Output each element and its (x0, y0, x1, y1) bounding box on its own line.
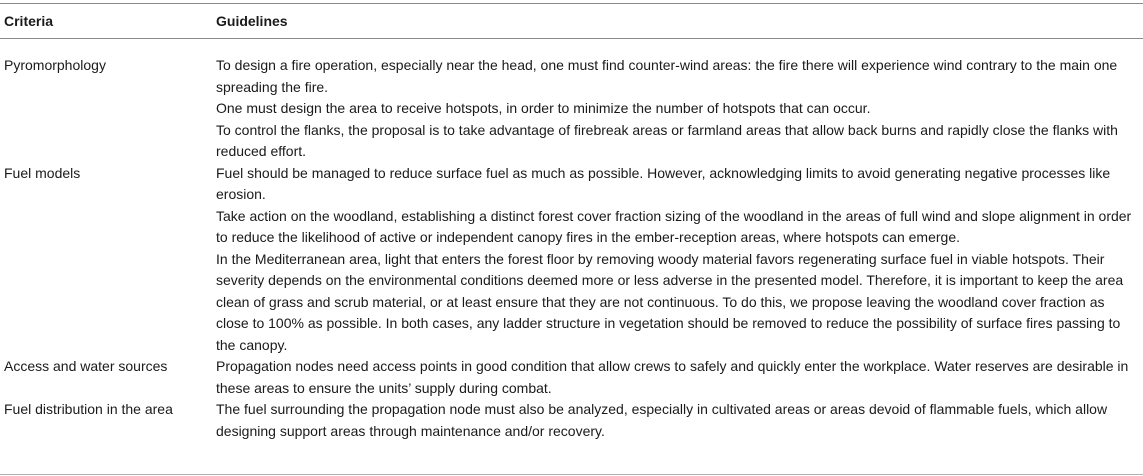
guideline-paragraph: To control the flanks, the proposal is to take advantage of firebreak areas or farmland areas that allow back burns and rapidly close the flanks with reduced effort. (216, 121, 1118, 159)
criteria-cell: Access and water sources (4, 358, 168, 374)
table-bottom-rule (0, 474, 1143, 475)
guideline-paragraph: To design a fire operation, especially near the head, one must find counter-wind areas: the fire there will experience wind contrary to the main one spreading the fire. (216, 57, 1118, 95)
guideline-paragraph: One must design the area to receive hotspots, in order to minimize the number of hotspots that can occur. (216, 100, 871, 116)
table-header-rule (0, 38, 1143, 39)
header-guidelines: Guidelines (216, 13, 288, 29)
table-row (0, 356, 1143, 399)
guidelines-cell (212, 163, 1139, 357)
table-row (0, 399, 1143, 442)
criteria-cell: Fuel models (4, 164, 81, 181)
guidelines-cell (212, 356, 1139, 399)
guidelines-cell (212, 55, 1139, 163)
table-body (0, 55, 1143, 442)
guideline-paragraph: Take action on the woodland, establishing a distinct forest cover fraction sizing of the woodland in the areas of full wind and slope alignment in order to reduce the likelihood of active or independent canopy fires in the ember-reception areas, where hotspots can emerge. (216, 207, 1132, 245)
guideline-paragraph: Fuel should be managed to reduce surface fuel as much as possible. However, acknowledging limits to avoid generating negative processes like erosion. (216, 164, 1111, 202)
criteria-cell: Pyromorphology (4, 57, 106, 73)
guidelines-cell (212, 399, 1139, 442)
guideline-paragraph: The fuel surrounding the propagation node must also be analyzed, especially in cultivated areas or areas devoid of flammable fuels, which allow designing support areas through maintenance and/or recovery. (216, 401, 1108, 439)
guideline-paragraph: Propagation nodes need access points in good condition that allow crews to safely and quickly enter the workplace. Water reserves are desirable in these areas to ensure the units’ supply during combat. (216, 358, 1129, 396)
criteria-cell: Fuel distribution in the area (4, 401, 173, 417)
table-row (0, 163, 1143, 357)
guideline-paragraph: In the Mediterranean area, light that enters the forest floor by removing woody material favors regenerating surface fuel in viable hotspots. Their severity depends on the environmental conditions deemed more or less adverse in the presented model. Therefore, it is important to keep the area clean of grass and scrub material, or at least ensure that they are not continuous. To do this, we propose leaving the woodland cover fraction as close to 100% as possible. In both cases, any ladder structure in vegetation should be removed to reduce the possibility of surface fires passing to the canopy. (216, 250, 1124, 353)
table-row (0, 55, 1143, 163)
table-header-row (0, 3, 1143, 38)
header-criteria: Criteria (4, 13, 54, 29)
